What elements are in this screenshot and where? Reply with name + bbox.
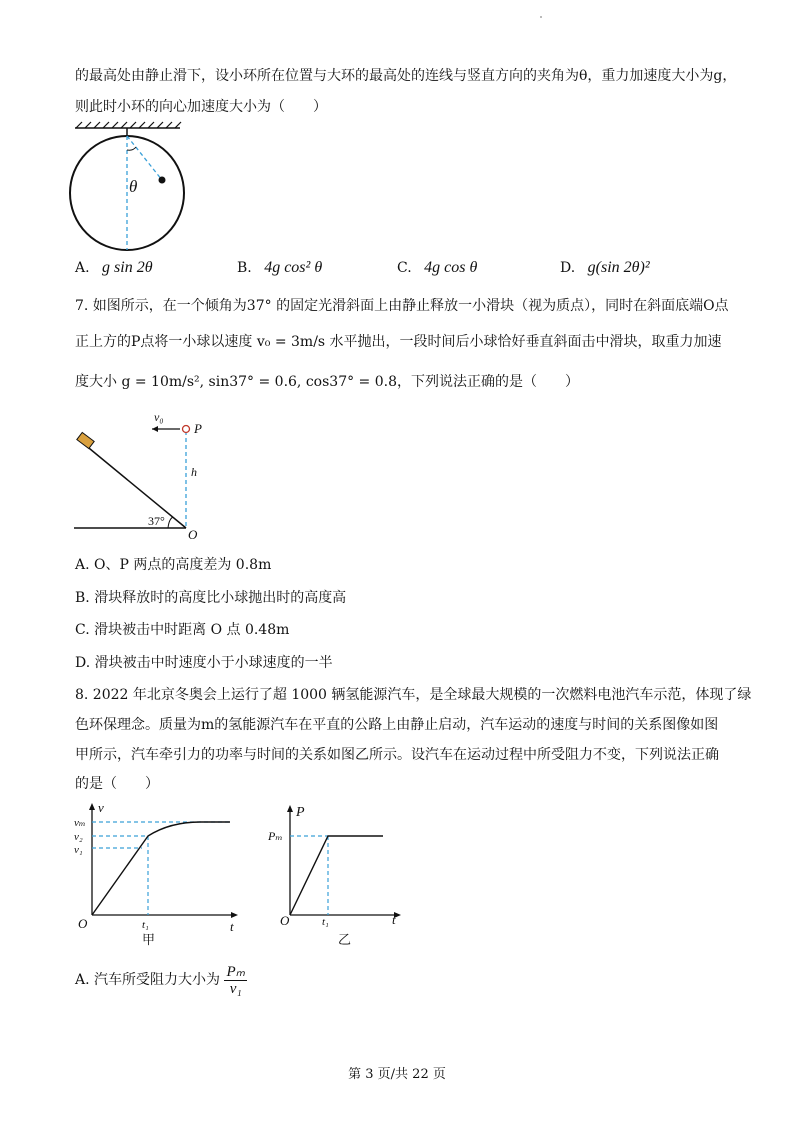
fraction-denominator: v₁ [229, 980, 242, 997]
incline-surface [84, 444, 186, 528]
point-p-ball [183, 426, 190, 433]
resistance-fraction [224, 964, 247, 997]
fraction-numerator: Pₘ [226, 963, 245, 980]
q7-option-c[interactable]: C. 滑块被击中时距离 O 点 0.48m [75, 622, 290, 638]
origin-label: O [78, 916, 88, 931]
option-letter: A. [75, 260, 90, 276]
q7-text-line-3: 度大小 g = 10m/s², sin37° = 0.6, cos37° = 0.8，下列说法正确的是（ ） [75, 374, 579, 390]
origin-label: O [280, 913, 290, 928]
option-letter: C. [397, 260, 412, 276]
q8-option-a[interactable] [75, 962, 247, 998]
x-axis-label: t [230, 919, 234, 934]
page-footer: 第 3 页/共 22 页 [348, 1067, 446, 1082]
q8-text-line-4: 的是（ ） [75, 776, 159, 792]
tick-vm: vₘ [74, 817, 86, 829]
q7-option-b[interactable]: B. 滑块释放时的高度比小球抛出时的高度高 [75, 590, 347, 606]
tick-t1: t₁ [322, 916, 329, 928]
q8-text-line-1: 8. 2022 年北京冬奥会上运行了超 1000 辆氢能源汽车，是全球最大规模的一次燃料电池汽车示范，体现了绿 [75, 687, 752, 703]
q6-option-b[interactable] [237, 257, 322, 279]
y-axis-label: v [98, 800, 104, 815]
v-t-curve [92, 822, 230, 915]
angle-arc [168, 517, 173, 528]
option-letter: D. [560, 260, 576, 276]
scan-artifact [540, 16, 542, 18]
q7-text-line-1: 7. 如图所示，在一个倾角为37° 的固定光滑斜面上由静止释放一小滑块（视为质点），同时在斜面底端O点 [75, 298, 729, 314]
chord-to-ring [127, 136, 162, 180]
graph-title: 甲 [142, 932, 156, 947]
tick-pm: Pₘ [268, 829, 283, 843]
q6-option-d[interactable] [560, 257, 650, 279]
p-t-curve [290, 836, 383, 915]
q8-text-line-3: 甲所示，汽车牵引力的功率与时间的关系如图乙所示。设汽车在运动过程中所受阻力不变，下列说法正确 [75, 747, 719, 763]
option-expression: g sin 2θ [102, 259, 153, 276]
q6-text-line-1: 的最高处由静止滑下，设小环所在位置与大环的最高处的连线与竖直方向的夹角为θ，重力加速度大小为g， [75, 68, 737, 84]
point-p-label: P [194, 421, 202, 436]
v0-label: v₀ [154, 410, 164, 424]
q7-option-a[interactable]: A. O、P 两点的高度差为 0.8m [75, 557, 272, 573]
tick-v2: v₂ [74, 831, 83, 843]
option-expression: 4g cos² θ [264, 259, 323, 276]
q8-graph-yi [268, 800, 418, 950]
y-axis-arrow [89, 803, 95, 810]
theta-label: θ [129, 177, 138, 196]
angle-label: 37° [148, 514, 165, 528]
graph-title: 乙 [338, 932, 352, 947]
ceiling-hatching [76, 122, 181, 128]
q6-ring-figure [70, 122, 190, 252]
q7-option-d[interactable]: D. 滑块被击中时速度小于小球速度的一半 [75, 655, 333, 671]
tick-t1: t₁ [142, 919, 149, 931]
q7-text-line-2: 正上方的P点将一小球以速度 v₀ = 3m/s 水平抛出，一段时间后小球恰好垂直斜面击中滑块，取重力加速 [75, 334, 722, 350]
q6-option-a[interactable] [75, 257, 153, 279]
option-expression: 4g cos θ [424, 259, 478, 276]
small-ring [159, 177, 166, 184]
v0-arrowhead [152, 426, 158, 432]
option-expression: g(sin 2θ)² [587, 259, 650, 276]
q8-graph-jia [70, 800, 250, 950]
point-o-label: O [188, 527, 198, 542]
y-axis-label: P [296, 805, 305, 820]
angle-arc [127, 147, 136, 150]
q6-text-line-2: 则此时小环的向心加速度大小为（ ） [75, 99, 327, 115]
slider-block [77, 432, 94, 448]
option-text: A. 汽车所受阻力大小为 [75, 972, 221, 988]
option-letter: B. [237, 260, 252, 276]
q8-text-line-2: 色环保理念。质量为m的氢能源汽车在平直的公路上由静止启动，汽车运动的速度与时间的关系图像如图 [75, 717, 719, 733]
y-axis-arrow [287, 805, 293, 812]
h-label: h [191, 465, 197, 479]
q6-option-c[interactable] [397, 257, 477, 279]
x-axis-arrow [231, 912, 238, 918]
q7-incline-figure [74, 408, 214, 540]
tick-v1: v₁ [74, 844, 83, 856]
x-axis-label: t [392, 912, 396, 927]
